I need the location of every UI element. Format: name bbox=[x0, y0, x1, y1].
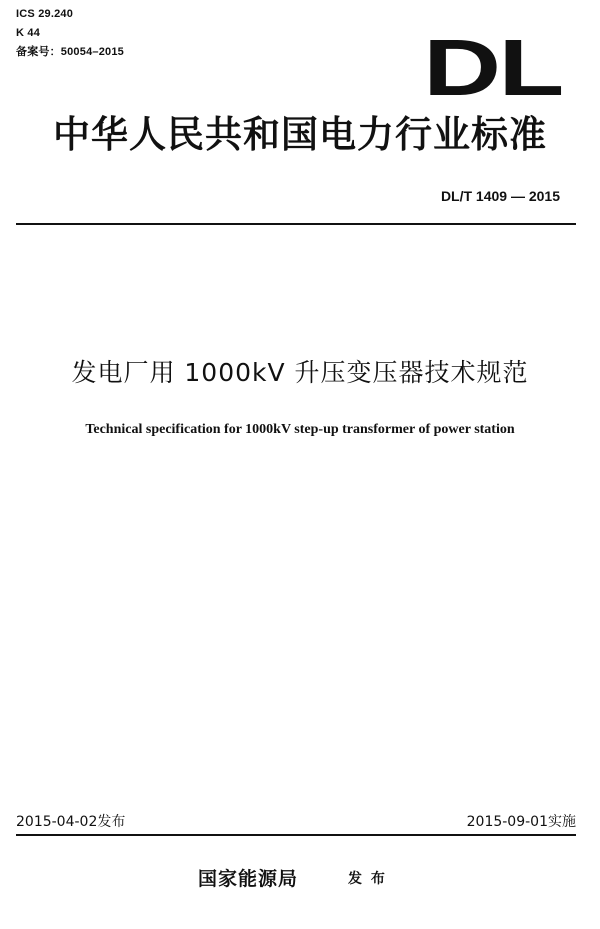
issue-date: 2015-04-02发布 bbox=[16, 814, 126, 830]
document-title-chinese: 发电厂用 1000kV 升压变压器技术规范 bbox=[71, 358, 529, 387]
publish-label: 发 布 bbox=[348, 871, 387, 887]
classification-code: K 44 bbox=[16, 27, 41, 39]
implementation-date: 2015-09-01实施 bbox=[466, 814, 576, 830]
dl-logo: DL bbox=[423, 23, 562, 112]
bottom-divider bbox=[16, 834, 576, 836]
record-number: 备案号：50054–2015 bbox=[16, 46, 124, 58]
document-title-english: Technical specification for 1000kV step-up transformer of power station bbox=[85, 422, 515, 437]
standard-number: DL/T 1409 — 2015 bbox=[440, 188, 560, 204]
publisher-name: 国家能源局 bbox=[198, 868, 299, 890]
organization-title: 中华人民共和国电力行业标准 bbox=[53, 113, 547, 156]
top-divider bbox=[16, 223, 576, 225]
ics-code: ICS 29.240 bbox=[16, 8, 74, 20]
